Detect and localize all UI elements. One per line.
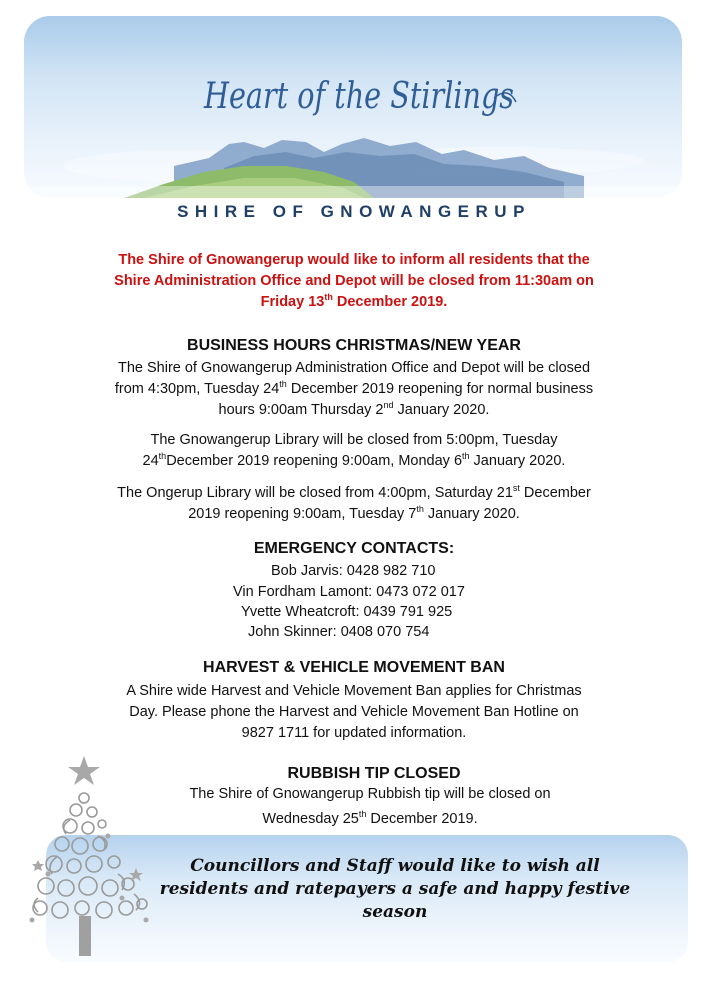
closure-notice — [96, 250, 612, 313]
contact-item: Vin Fordham Lamont: 0473 072 017 — [233, 584, 465, 600]
christmas-tree-icon — [18, 748, 158, 963]
contact-item: Yvette Wheatcroft: 0439 791 925 — [241, 604, 453, 620]
notice-line-1: The Shire of Gnowangerup would like to inform all residents that the — [118, 252, 590, 268]
festive-greeting: Councillors and Staff would like to wish all residents and ratepayers a safe and happy festive season — [159, 856, 631, 922]
notice-line-3: Friday 13th December 2019. — [260, 292, 448, 310]
svg-text:Heart of the Stirlings: Heart of the Stirlings — [203, 76, 514, 117]
org-title: SHIRE OF GNOWANGERUP — [177, 202, 531, 221]
notice-line-2: Shire Administration Office and Depot will be closed from 11:30am on — [114, 273, 594, 289]
rubbish-tip-paragraph: The Shire of Gnowangerup Rubbish tip will be closed on Wednesday 25th December 2019. — [189, 786, 551, 827]
harvest-ban-paragraph: A Shire wide Harvest and Vehicle Movement Ban applies for Christmas Day. Please phone the Harvest and Vehicle Movement Ban Hotline on 9827 1711 for updated information. — [126, 683, 582, 741]
heart-of-the-stirlings-logo — [24, 16, 682, 198]
header-banner — [24, 16, 682, 198]
ongerup-library-paragraph: The Ongerup Library will be closed from 4:00pm, Saturday 21st December 2019 reopening 9:00am, Tuesday 7th January 2020. — [117, 483, 591, 522]
contact-item: John Skinner: 0408 070 754 — [248, 624, 430, 640]
contact-item: Bob Jarvis: 0428 982 710 — [271, 563, 436, 579]
business-hours-heading: BUSINESS HOURS CHRISTMAS/NEW YEAR — [187, 337, 521, 354]
gnowangerup-library-paragraph: The Gnowangerup Library will be closed from 5:00pm, Tuesday 24thDecember 2019 reopening 9:00am, Monday 6th January 2020. — [142, 432, 566, 469]
harvest-ban-heading: HARVEST & VEHICLE MOVEMENT BAN — [203, 659, 505, 676]
admin-office-paragraph: The Shire of Gnowangerup Administration Office and Depot will be closed from 4:30pm, Tuesday 24th December 2019 reopening for normal business hours 9:00am Thursday 2nd January 2020. — [114, 360, 594, 418]
emergency-contacts-heading: EMERGENCY CONTACTS: — [253, 540, 455, 557]
rubbish-tip-heading: RUBBISH TIP CLOSED — [287, 765, 461, 782]
